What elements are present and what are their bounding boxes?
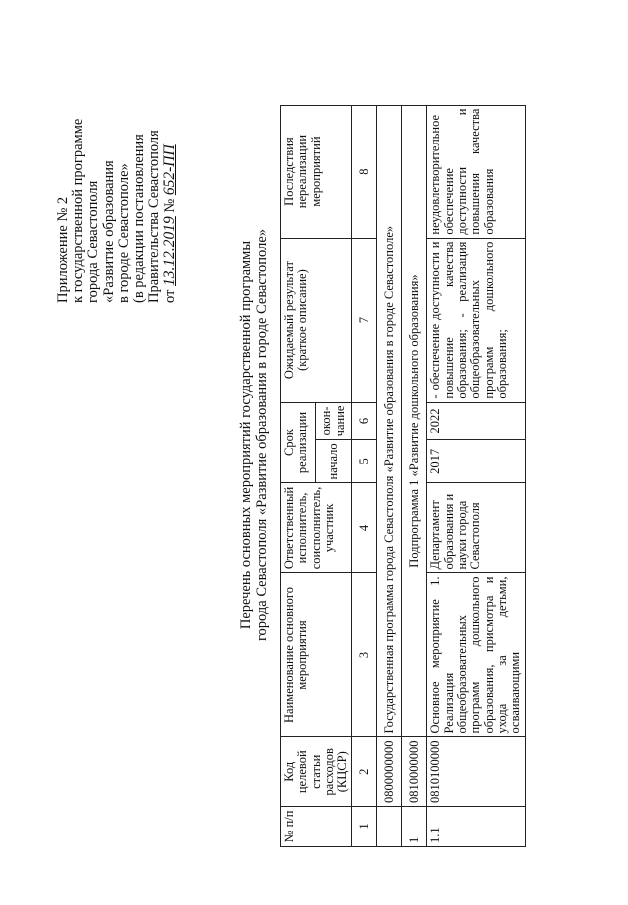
col-header-consequences: Последствия нереализации мероприятий xyxy=(281,105,352,238)
col-header-name: Наименование основного мероприятия xyxy=(281,573,352,737)
appendix-date-line: от 13.12.2019 № 652-ПП xyxy=(161,144,179,303)
document-title: Перечень основных мероприятий государственной программы города Севастополя «Развитие образования в городе Севастополе» xyxy=(238,228,270,642)
col-header-result: Ожидаемый результат (краткое описание) xyxy=(281,238,352,402)
col-header-number: № п/п xyxy=(281,807,352,847)
col-header-start: начало xyxy=(315,440,352,483)
appendix-header xyxy=(56,119,179,303)
table-row: 1 0810000000 Подпрограмма 1 «Развитие дошкольного образования» xyxy=(402,105,427,846)
appendix-line: города Севастополя xyxy=(85,180,102,303)
appendix-line: к государственной программе xyxy=(70,118,87,303)
handwritten-number: 652-ПП xyxy=(161,144,179,196)
handwritten-date: 13.12.2019 xyxy=(161,216,179,286)
column-numbers-row: 1 2 3 4 5 6 7 8 xyxy=(352,105,377,846)
appendix-line: в городе Севастополе» xyxy=(115,163,132,303)
col-header-code: Код целевой статьи расходов (КЦСР) xyxy=(281,737,352,807)
appendix-line: Правительства Севастополя xyxy=(146,130,163,303)
table-row: 1.1 0810100000 Основное мероприятие 1. Реализация общеобразовательных программ дошкольного образования, присмотра и ухода за детьми, осваивающими Департамент образования и науки города Севастополя 2017 2022 - обеспечение доступности и повышение качества образования; - реализация общеобразовательных программ дошкольного образования; неудовлетворительное обеспечение доступности и повышения качества образования xyxy=(427,105,525,846)
appendix-line: Приложение № 2 xyxy=(55,196,71,303)
measures-table xyxy=(280,105,526,847)
appendix-line: (в редакции постановления xyxy=(131,134,148,303)
col-header-period: Срок реализации xyxy=(281,402,316,483)
appendix-line: «Развитие образования xyxy=(100,160,117,303)
col-header-end: окон-чание xyxy=(315,402,352,440)
table-row: 0800000000 Государственная программа города Севастополя «Развитие образования в городе Севастополе» xyxy=(377,105,402,846)
col-header-executor: Ответственный исполнитель, соисполнитель, участник xyxy=(281,483,352,573)
